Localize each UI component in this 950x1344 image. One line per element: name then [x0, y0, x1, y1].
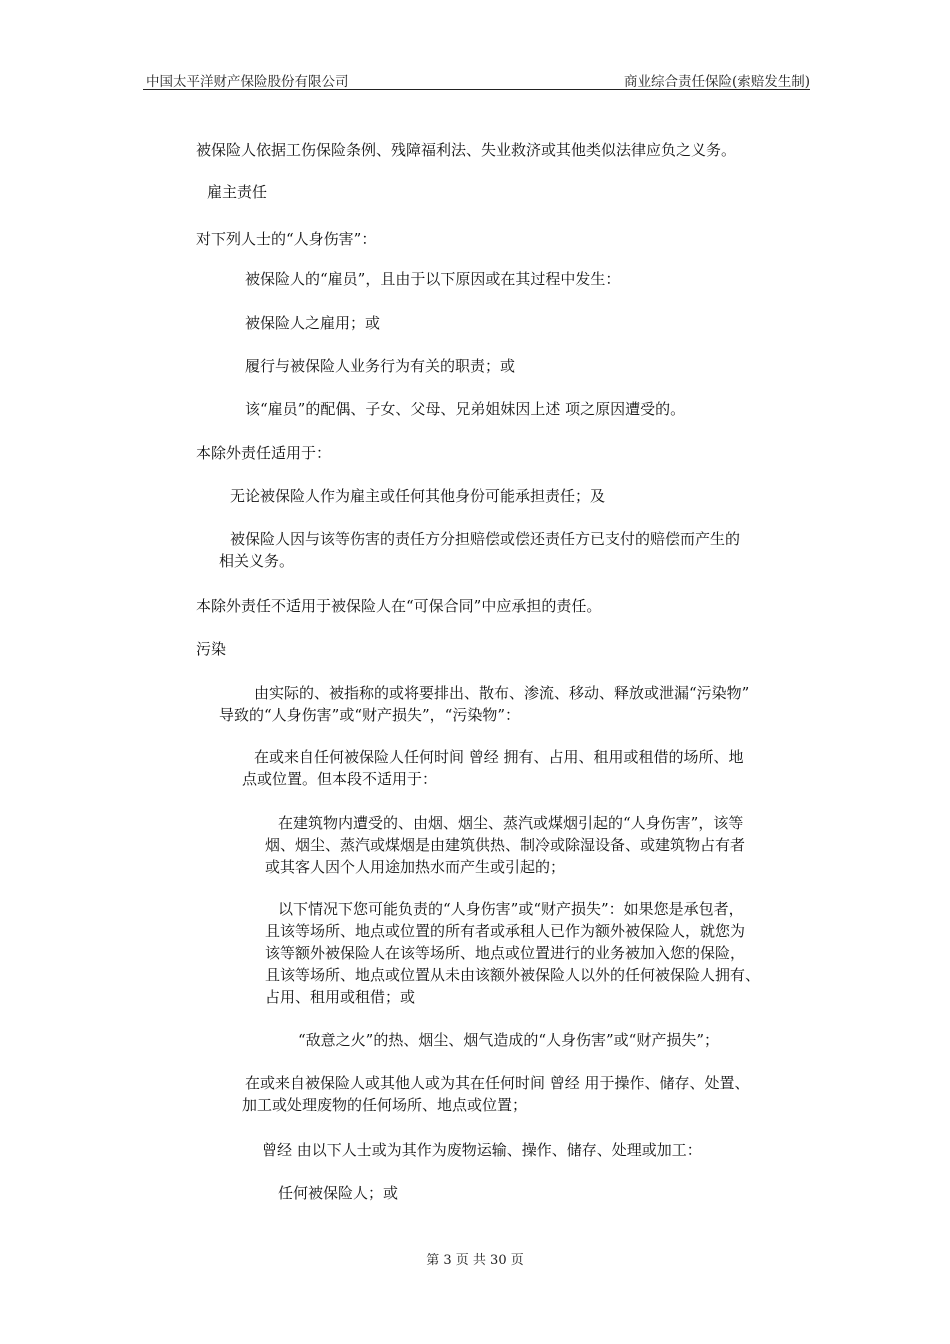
section-heading: 污染: [196, 640, 227, 658]
list-item-line: 在或来自被保险人或其他人或为其在任何时间 曾经 用于操作、储存、处置、: [245, 1074, 750, 1092]
list-item-line: 且该等场所、地点或位置从未由该额外被保险人以外的任何被保险人拥有、: [265, 966, 761, 984]
list-item-line: 相关义务。: [219, 552, 295, 570]
list-item-line: 占用、租用或租借；或: [265, 988, 416, 1006]
list-item-line: 且该等场所、地点或位置的所有者或承租人已作为额外被保险人，就您为: [265, 922, 746, 940]
list-item: “敌意之火”的热、烟尘、烟气造成的“人身伤害”或“财产损失”；: [298, 1031, 720, 1049]
list-item-line: 导致的“人身伤害”或“财产损失”，“污染物”：: [219, 706, 521, 724]
list-item-line: 在建筑物内遭受的、由烟、烟尘、蒸汽或煤烟引起的“人身伤害”，该等: [278, 814, 744, 832]
list-item: 被保险人的“雇员”，且由于以下原因或在其过程中发生：: [245, 270, 621, 288]
paragraph: 本除外责任适用于：: [196, 444, 332, 462]
list-item: 履行与被保险人业务行为有关的职责；或: [245, 357, 516, 375]
page-number: 第 3 页 共 30 页: [426, 1253, 524, 1268]
list-item: 任何被保险人；或: [278, 1184, 399, 1202]
header-divider: [143, 89, 810, 90]
list-item: 曾经 由以下人士或为其作为废物运输、操作、储存、处理或加工：: [262, 1141, 702, 1159]
list-item: 被保险人之雇用；或: [245, 314, 381, 332]
list-item-line: 被保险人因与该等伤害的责任方分担赔偿或偿还责任方已支付的赔偿而产生的: [230, 530, 741, 548]
paragraph: 被保险人依据工伤保险条例、残障福利法、失业救济或其他类似法律应负之义务。: [196, 141, 737, 159]
paragraph: 本除外责任不适用于被保险人在“可保合同”中应承担的责任。: [196, 597, 602, 615]
list-item-line: 在或来自任何被保险人任何时间 曾经 拥有、占用、租用或租借的场所、地: [254, 748, 744, 766]
list-item-line: 烟、烟尘、蒸汽或煤烟是由建筑供热、制冷或除湿设备、或建筑物占有者: [265, 836, 746, 854]
list-item-line: 点或位置。但本段不适用于：: [242, 770, 438, 788]
paragraph: 对下列人士的“人身伤害”：: [196, 230, 377, 248]
header-document-title: 商业综合责任保险(索赔发生制): [623, 74, 810, 90]
list-item-line: 或其客人因个人用途加热水而产生或引起的；: [265, 858, 566, 876]
list-item-line: 加工或处理废物的任何场所、地点或位置；: [242, 1096, 528, 1114]
header-company-name: 中国太平洋财产保险股份有限公司: [146, 74, 349, 90]
list-item-line: 由实际的、被指称的或将要排出、散布、渗流、移动、释放或泄漏“污染物”: [254, 684, 750, 702]
list-item: 该“雇员”的配偶、子女、父母、兄弟姐妹因上述 项之原因遭受的。: [245, 400, 686, 418]
list-item: 无论被保险人作为雇主或任何其他身份可能承担责任；及: [230, 487, 606, 505]
list-item-line: 该等额外被保险人在该等场所、地点或位置进行的业务被加入您的保险，: [265, 944, 746, 962]
section-heading: 雇主责任: [207, 183, 268, 201]
list-item-line: 以下情况下您可能负责的“人身伤害”或“财产损失”：如果您是承包者，: [278, 900, 744, 918]
